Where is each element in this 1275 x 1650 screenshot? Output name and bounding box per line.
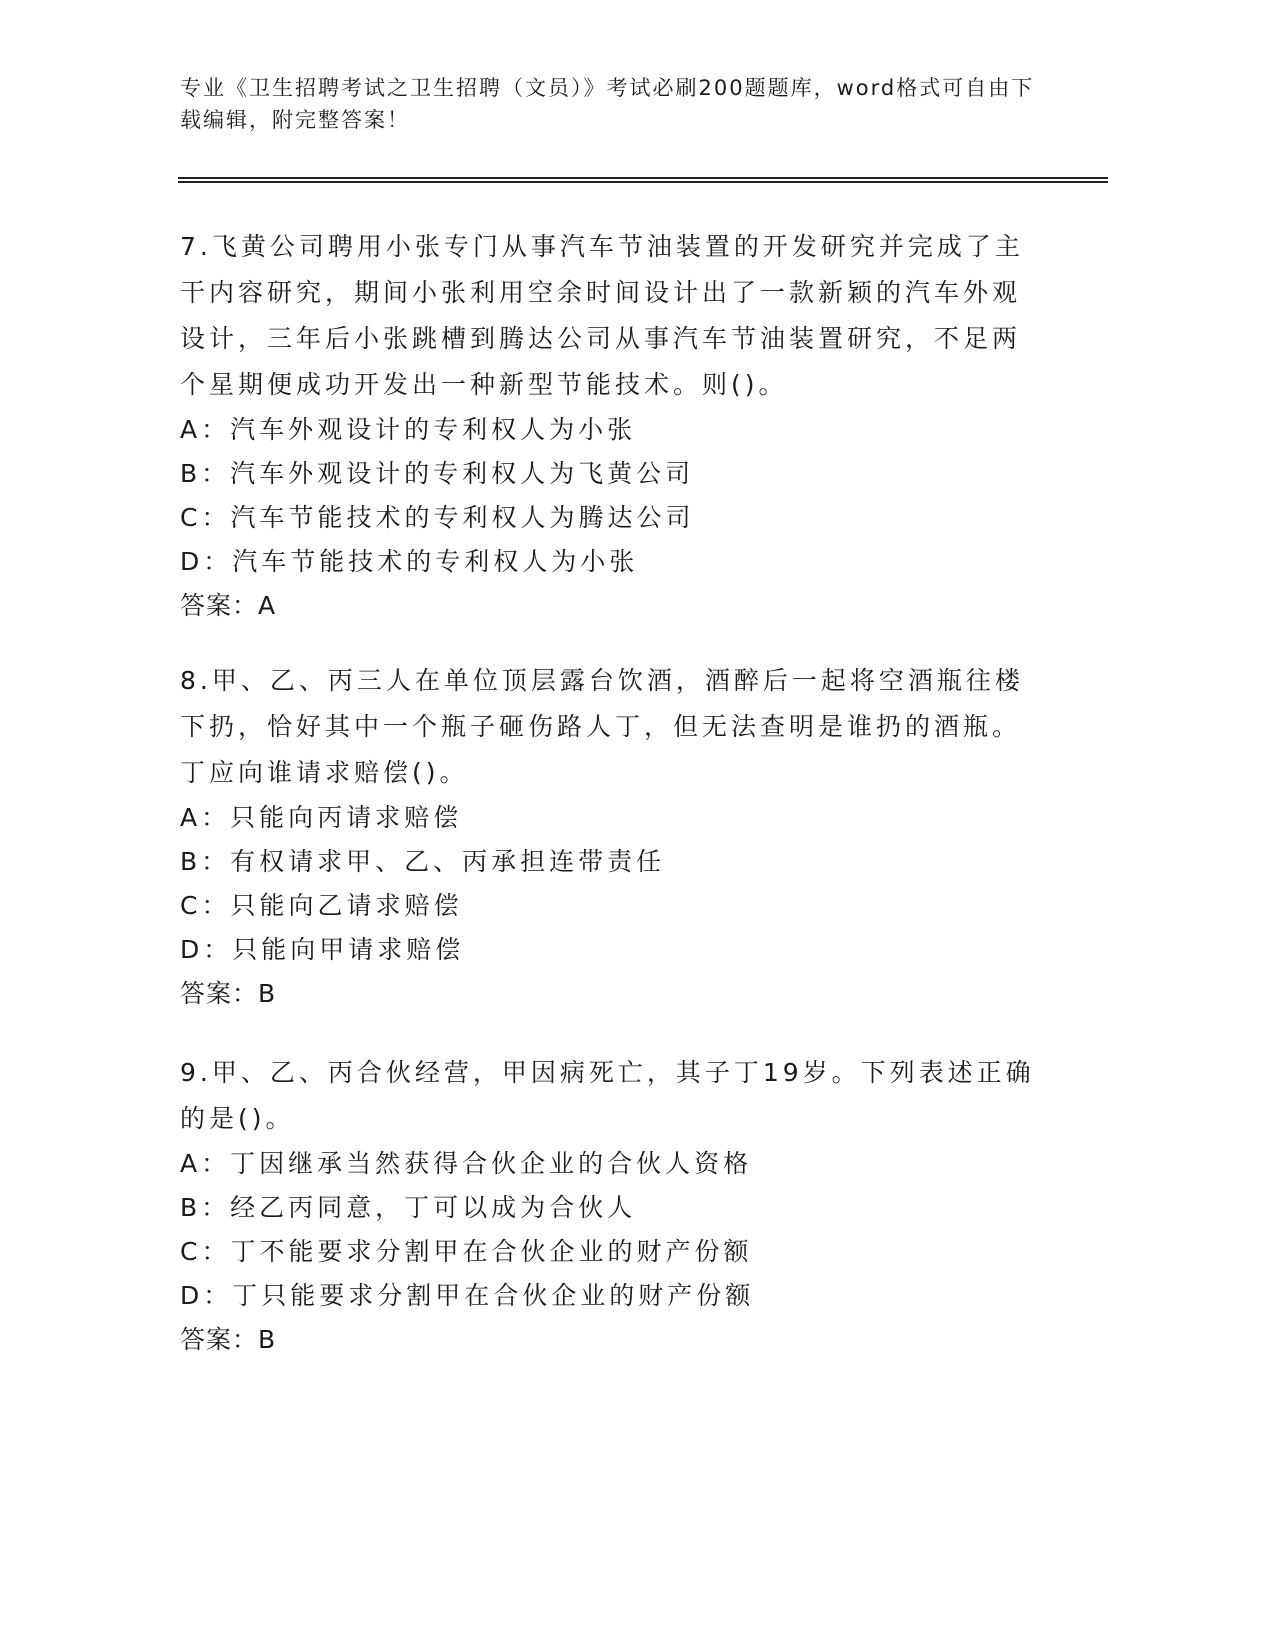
question-8 <box>180 658 1040 1016</box>
option-b: B：有权请求甲、乙、丙承担连带责任 <box>180 847 666 876</box>
option-d: D：丁只能要求分割甲在合伙企业的财产份额 <box>180 1281 755 1310</box>
question-stem: 8.甲、乙、丙三人在单位顶层露台饮酒，酒醉后一起将空酒瓶往楼下扔，恰好其中一个瓶子砸伤路人丁，但无法查明是谁扔的酒瓶。丁应向谁请求赔偿()。 <box>180 666 1024 787</box>
option-c: C：汽车节能技术的专利权人为腾达公司 <box>180 503 695 532</box>
question-stem: 9.甲、乙、丙合伙经营，甲因病死亡，其子丁19岁。下列表述正确的是()。 <box>180 1058 1035 1133</box>
question-stem: 7.飞黄公司聘用小张专门从事汽车节油装置的开发研究并完成了主干内容研究，期间小张利用空余时间设计出了一款新颖的汽车外观设计，三年后小张跳槽到腾达公司从事汽车节油装置研究，不足两个星期便成功开发出一种新型节能技术。则()。 <box>180 232 1024 399</box>
answer: 答案：A <box>180 591 277 620</box>
option-c: C：丁不能要求分割甲在合伙企业的财产份额 <box>180 1237 753 1266</box>
header-divider <box>178 177 1108 183</box>
option-b: B：经乙丙同意，丁可以成为合伙人 <box>180 1193 637 1222</box>
option-d: D：只能向甲请求赔偿 <box>180 935 465 964</box>
question-7 <box>180 224 1040 628</box>
option-a: A：只能向丙请求赔偿 <box>180 803 463 832</box>
answer: 答案：B <box>180 979 277 1008</box>
option-a: A：丁因继承当然获得合伙企业的合伙人资格 <box>180 1149 753 1178</box>
option-d: D：汽车节能技术的专利权人为小张 <box>180 547 639 576</box>
option-c: C：只能向乙请求赔偿 <box>180 891 463 920</box>
option-a: A：汽车外观设计的专利权人为小张 <box>180 415 637 444</box>
answer: 答案：B <box>180 1325 277 1354</box>
option-b: B：汽车外观设计的专利权人为飞黄公司 <box>180 459 695 488</box>
question-9 <box>180 1050 1040 1362</box>
document-header: 专业《卫生招聘考试之卫生招聘（文员）》考试必刷200题题库，word格式可自由下载编辑，附完整答案！ <box>180 76 1035 132</box>
